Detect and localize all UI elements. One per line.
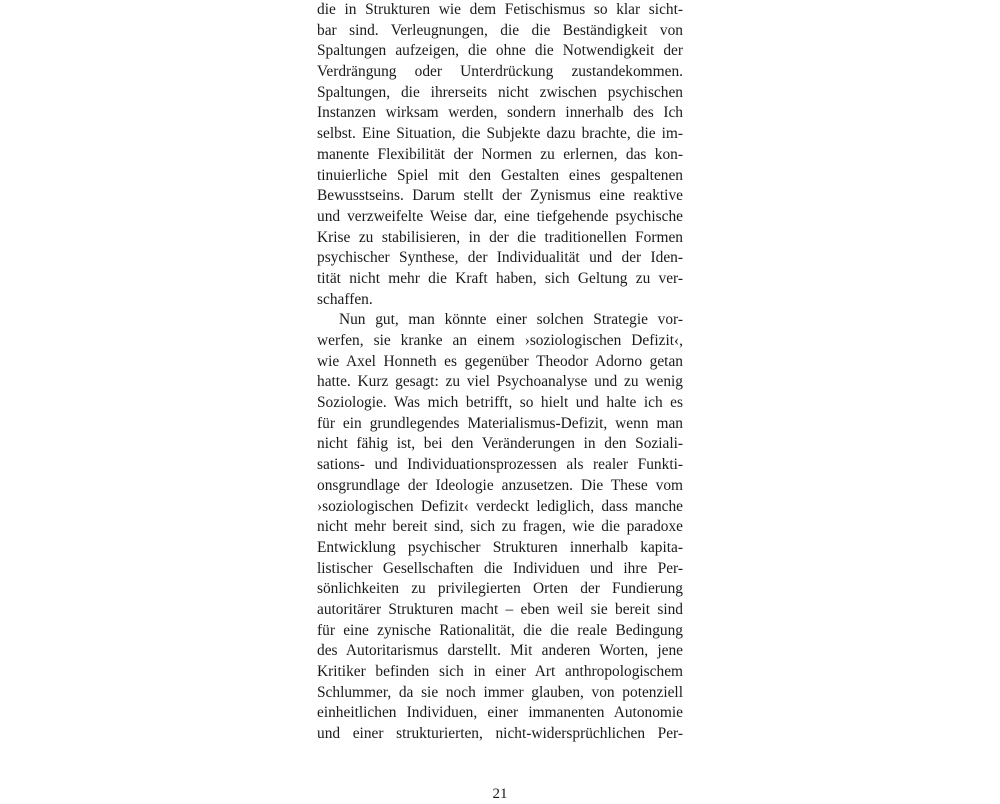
text-line: sönlichkeiten zu privilegierten Orten der Fundierung [317,580,683,598]
text-line: für eine zynische Rationalität, die die reale Bedingung [317,621,683,639]
text-line: für ein grundlegendes Materialismus-Defizit, wenn man [317,414,683,432]
text-line: Schlummer, da sie noch immer glauben, von potenziell [317,683,683,701]
text-line: sations- und Individuationsprozessen als realer Funkti- [317,456,683,474]
text-line: und einer strukturierten, nicht-widersprüchlichen Per- [317,725,683,743]
text-line: tinuierliche Spiel mit den Gestalten eines gespaltenen [317,166,683,184]
text-line: einheitlichen Individuen, einer immanenten Autonomie [317,704,683,722]
text-line: onsgrundlage der Ideologie anzusetzen. Die These vom [317,476,683,494]
text-line: ›soziologischen Defizit‹ verdeckt lediglich, dass manche [317,497,683,515]
page-body-text [317,0,683,745]
text-line: und verzweifelte Weise dar, eine tiefgehende psychische [317,207,683,225]
paragraph [317,310,683,744]
text-line: Entwicklung psychischer Strukturen innerhalb kapita- [317,538,683,556]
text-line: psychischer Synthese, der Individualität und der Iden- [317,249,683,267]
text-line: die in Strukturen wie dem Fetischismus so klar sicht- [317,1,683,18]
text-line: listischer Gesellschaften die Individuen und ihre Per- [317,559,683,577]
text-line: tität nicht mehr die Kraft haben, sich Geltung zu ver- [317,269,683,287]
text-line: Krise zu stabilisieren, in der die traditionellen Formen [317,228,683,246]
text-line: Spaltungen, die ihrerseits nicht zwischen psychischen [317,83,683,101]
text-line: hatte. Kurz gesagt: zu viel Psychoanalyse und zu wenig [317,373,683,391]
text-line: bar sind. Verleugnungen, die die Beständigkeit von [317,21,683,39]
text-line: Verdrängung oder Unterdrückung zustandekommen. [317,63,683,81]
text-line: nicht fähig ist, bei den Veränderungen in den Soziali- [317,435,683,453]
text-line: Soziologie. Was mich betrifft, so hielt und halte ich es [317,394,683,412]
text-line: wie Axel Honneth es gegenüber Theodor Adorno getan [317,352,683,370]
paragraph [317,0,683,310]
text-line: selbst. Eine Situation, die Subjekte dazu brachte, die im- [317,125,683,143]
text-line: Spaltungen aufzeigen, die ohne die Notwendigkeit der [317,42,683,60]
text-line: Nun gut, man könnte einer solchen Strategie vor- [339,311,683,329]
text-line: schaffen. [317,290,373,308]
text-line: werfen, sie kranke an einem ›soziologischen Defizit‹, [317,332,683,349]
text-line: Bewusstseins. Darum stellt der Zynismus eine reaktive [317,187,683,205]
text-line: Kritiker befinden sich in einer Art anthropologischem [317,663,683,680]
text-line: des Autoritarismus darstellt. Mit anderen Worten, jene [317,642,683,660]
text-line: manente Flexibilität der Normen zu erlernen, das kon- [317,145,683,163]
text-line: nicht mehr bereit sind, sich zu fragen, wie die paradoxe [317,518,683,536]
page-number: 21 [492,786,508,802]
text-line: autoritärer Strukturen macht – eben weil sie bereit sind [317,600,683,618]
text-line: Instanzen wirksam werden, sondern innerhalb des Ich [317,104,683,122]
